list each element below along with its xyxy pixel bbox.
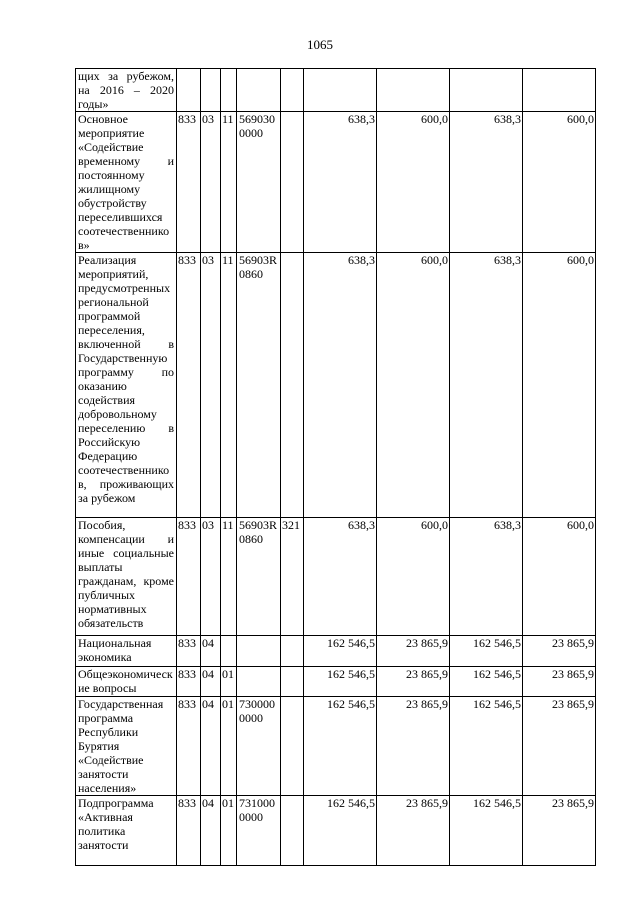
- amount-3: 162 546,5: [450, 636, 523, 667]
- section-code: [201, 69, 221, 112]
- section-code: 03: [201, 112, 221, 253]
- ministry-code: [177, 69, 201, 112]
- ministry-code: 833: [177, 667, 201, 697]
- expense-type-code: [281, 69, 304, 112]
- subsection-code: 01: [221, 667, 237, 697]
- subsection-code: [221, 69, 237, 112]
- amount-4: 600,0: [523, 253, 596, 518]
- row-name: Подпрограмма «Активная политика занятости: [76, 796, 177, 866]
- amount-3: 638,3: [450, 253, 523, 518]
- target-article-code: 56903R0860: [237, 253, 281, 518]
- amount-1: 162 546,5: [304, 667, 377, 697]
- row-name: Государственная программа Республики Бурятия «Содействие занятости населения»: [76, 697, 177, 796]
- amount-4: [523, 69, 596, 112]
- table-row: [76, 253, 596, 518]
- subsection-code: 01: [221, 697, 237, 796]
- target-article-code: [237, 667, 281, 697]
- budget-table: [75, 68, 596, 866]
- target-article-code: [237, 636, 281, 667]
- amount-4: 600,0: [523, 112, 596, 253]
- amount-3: 162 546,5: [450, 796, 523, 866]
- table-row: [76, 518, 596, 636]
- amount-4: 600,0: [523, 518, 596, 636]
- amount-1: 638,3: [304, 518, 377, 636]
- amount-2: 600,0: [377, 518, 450, 636]
- amount-1: 638,3: [304, 112, 377, 253]
- section-code: 03: [201, 518, 221, 636]
- amount-2: 600,0: [377, 253, 450, 518]
- amount-2: 600,0: [377, 112, 450, 253]
- section-code: 04: [201, 697, 221, 796]
- amount-2: 23 865,9: [377, 667, 450, 697]
- section-code: 03: [201, 253, 221, 518]
- amount-2: [377, 69, 450, 112]
- row-name: Общеэкономические вопросы: [76, 667, 177, 697]
- section-code: 04: [201, 636, 221, 667]
- table-row: [76, 697, 596, 796]
- amount-2: 23 865,9: [377, 636, 450, 667]
- subsection-code: [221, 636, 237, 667]
- table-row: [76, 112, 596, 253]
- expense-type-code: [281, 636, 304, 667]
- subsection-code: 11: [221, 112, 237, 253]
- row-name: Реализация мероприятий, предусмотренных региональной программой переселения, включенной в Государственную программу по оказанию содействия добровольному переселению в Российскую Федерацию соотечественников, проживающих за рубежом: [76, 253, 177, 518]
- amount-1: 162 546,5: [304, 636, 377, 667]
- page-number: 1065: [307, 37, 333, 52]
- table-row: [76, 636, 596, 667]
- target-article-code: 56903R0860: [237, 518, 281, 636]
- subsection-code: 01: [221, 796, 237, 866]
- amount-2: 23 865,9: [377, 697, 450, 796]
- amount-3: [450, 69, 523, 112]
- row-name: Основное мероприятие «Содействие временному и постоянному жилищному обустройству переселившихся соотечественников»: [76, 112, 177, 253]
- row-name: Пособия, компенсации и иные социальные выплаты гражданам, кроме публичных нормативных обязательств: [76, 518, 177, 636]
- table-row: [76, 69, 596, 112]
- amount-1: 162 546,5: [304, 697, 377, 796]
- amount-2: 23 865,9: [377, 796, 450, 866]
- amount-4: 23 865,9: [523, 697, 596, 796]
- expense-type-code: [281, 796, 304, 866]
- row-name: Национальная экономика: [76, 636, 177, 667]
- ministry-code: 833: [177, 518, 201, 636]
- section-code: 04: [201, 796, 221, 866]
- target-article-code: 5690300000: [237, 112, 281, 253]
- ministry-code: 833: [177, 796, 201, 866]
- table-row: [76, 796, 596, 866]
- amount-3: 162 546,5: [450, 667, 523, 697]
- amount-3: 162 546,5: [450, 697, 523, 796]
- expense-type-code: [281, 667, 304, 697]
- target-article-code: [237, 69, 281, 112]
- target-article-code: 7310000000: [237, 796, 281, 866]
- expense-type-code: 321: [281, 518, 304, 636]
- ministry-code: 833: [177, 112, 201, 253]
- amount-1: 638,3: [304, 253, 377, 518]
- amount-4: 23 865,9: [523, 667, 596, 697]
- amount-4: 23 865,9: [523, 636, 596, 667]
- target-article-code: 7300000000: [237, 697, 281, 796]
- subsection-code: 11: [221, 518, 237, 636]
- expense-type-code: [281, 112, 304, 253]
- row-name: щих за рубежом, на 2016 – 2020 годы»: [76, 69, 177, 112]
- amount-4: 23 865,9: [523, 796, 596, 866]
- amount-3: 638,3: [450, 518, 523, 636]
- amount-1: [304, 69, 377, 112]
- expense-type-code: [281, 697, 304, 796]
- table-body: [76, 69, 596, 866]
- expense-type-code: [281, 253, 304, 518]
- amount-1: 162 546,5: [304, 796, 377, 866]
- subsection-code: 11: [221, 253, 237, 518]
- ministry-code: 833: [177, 253, 201, 518]
- amount-3: 638,3: [450, 112, 523, 253]
- section-code: 04: [201, 667, 221, 697]
- table-row: [76, 667, 596, 697]
- ministry-code: 833: [177, 636, 201, 667]
- ministry-code: 833: [177, 697, 201, 796]
